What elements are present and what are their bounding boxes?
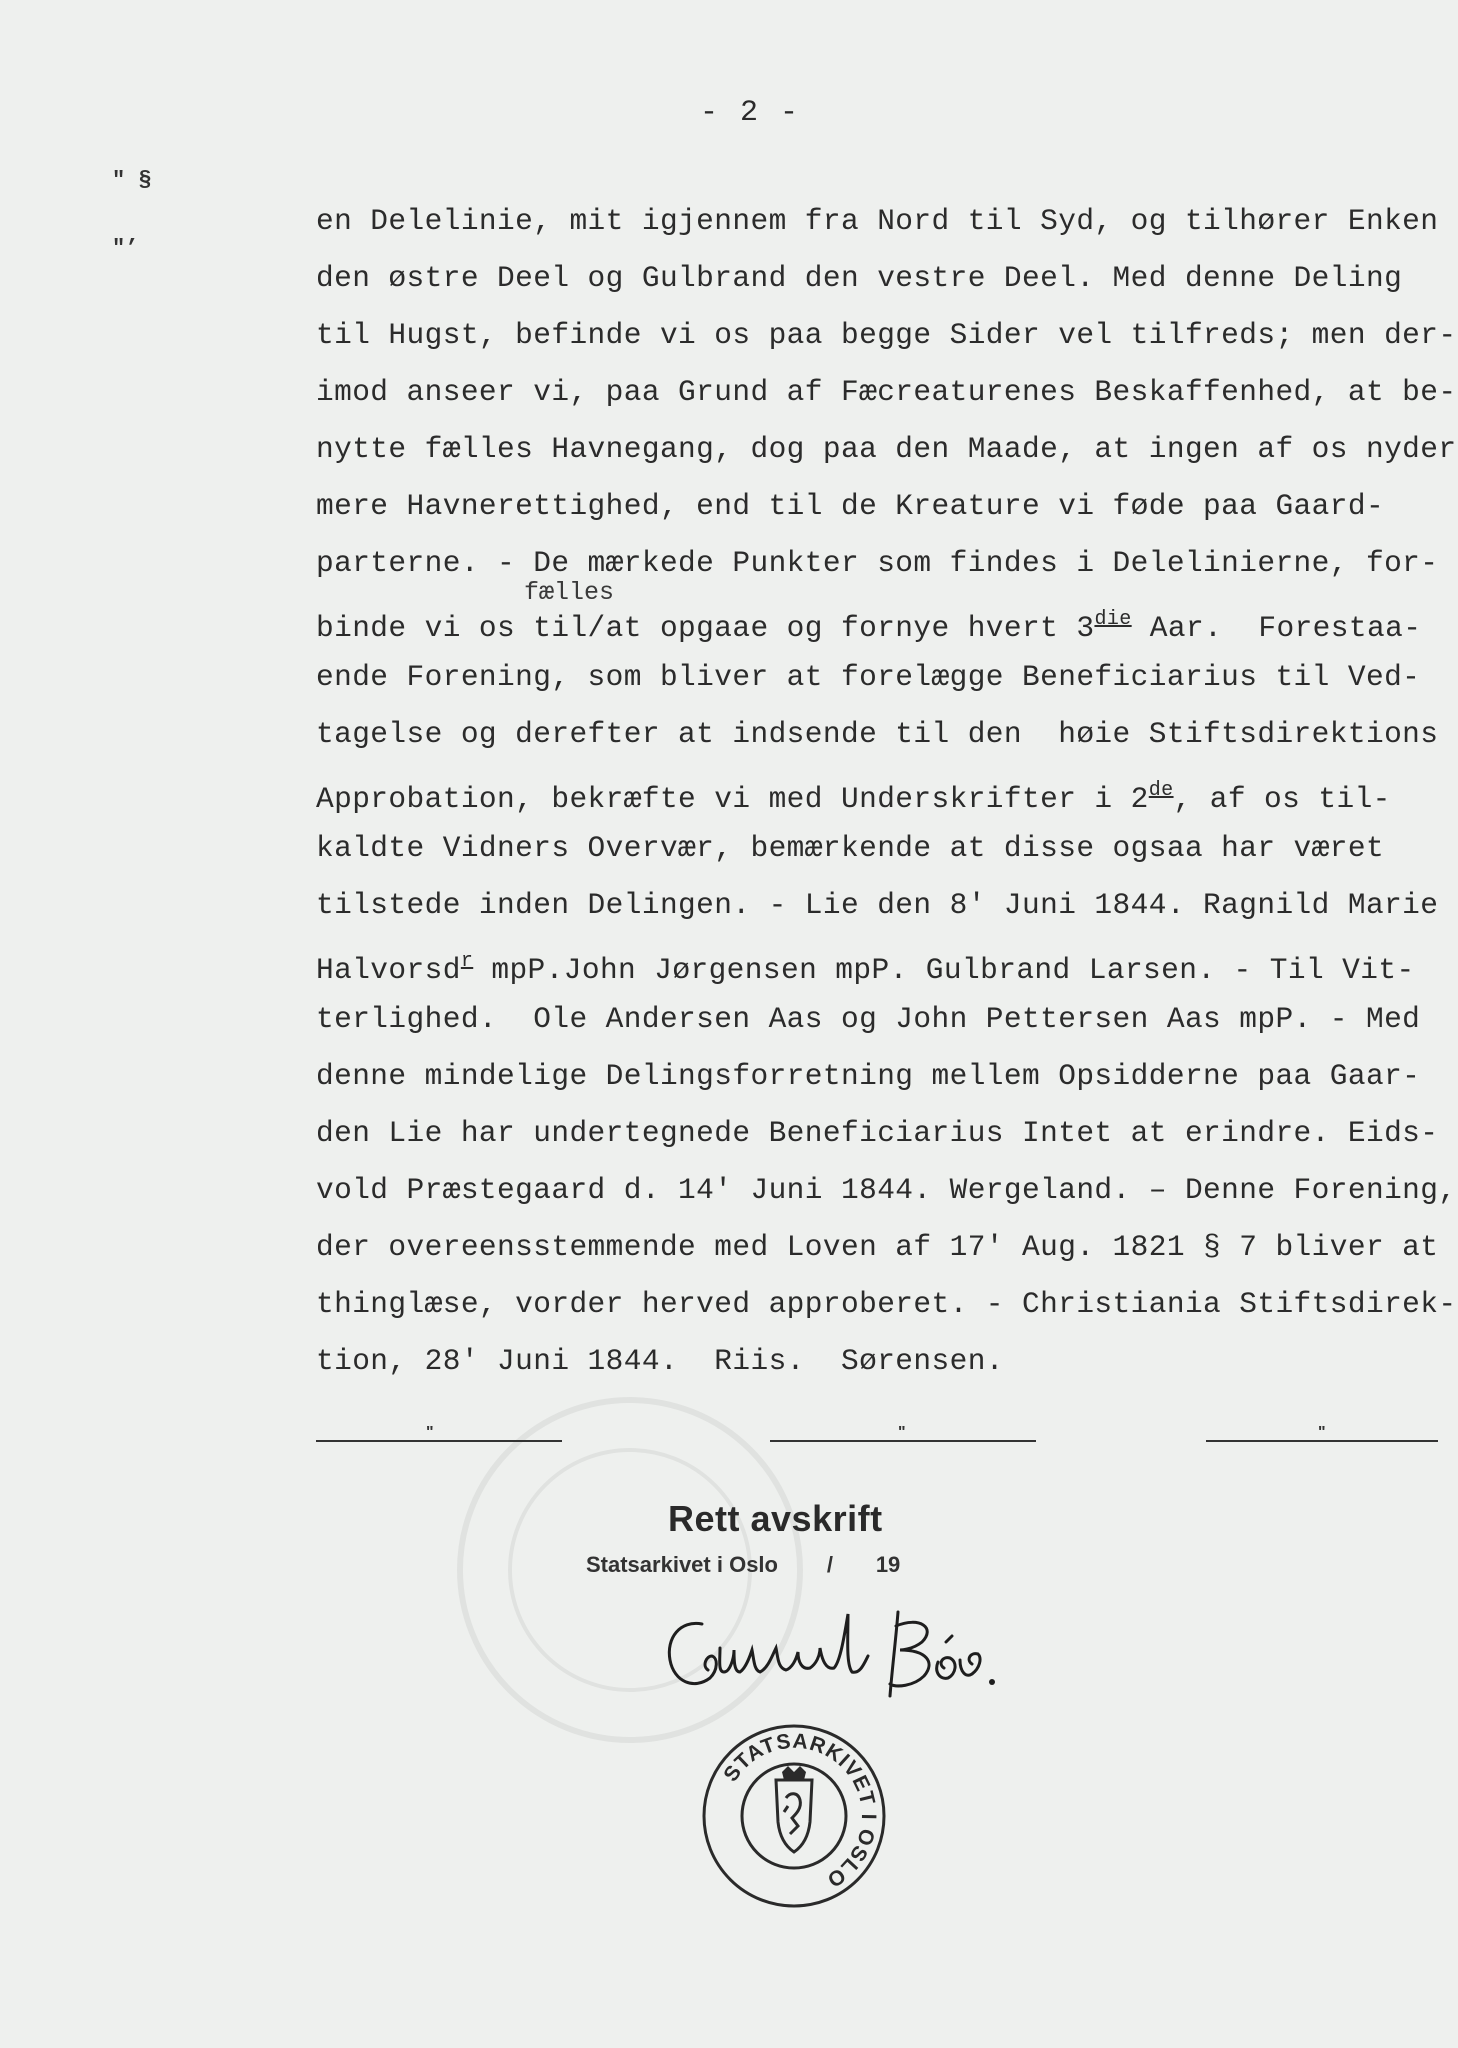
archive-seal-stamp (700, 1722, 888, 1910)
text-line: tion, 28' Juni 1844. Riis. Sørensen. (316, 1344, 1004, 1378)
text-line: binde vi os til/at opgaae og fornye hvert $3^{die}$ Aar. Forestaa- (316, 608, 1422, 645)
svg-text:STATSARKIVET I OSLO: STATSARKIVET I OSLO (719, 1729, 881, 1893)
certification-heading: Rett avskrift (668, 1498, 883, 1539)
margin-mark: "’ (112, 236, 139, 261)
handwritten-signature (660, 1598, 1060, 1718)
text-line: en Delelinie, mit igjennem fra Nord til Syd, og tilhører Enken (316, 204, 1439, 238)
text-line: kaldte Vidners Overvær, bemærkende at disse ogsaa har været (316, 831, 1385, 865)
separator-rules (0, 1424, 1458, 1458)
separator-rule (770, 1424, 1036, 1442)
text-line: mere Havnerettighed, end til de Kreature vi føde paa Gaard- (316, 489, 1385, 523)
text-line: Halvorsd$^r$ mpP.John Jørgensen mpP. Gulbrand Larsen. - Til Vit- (316, 950, 1415, 987)
archive-line: Statsarkivet i Oslo / 19 (586, 1552, 901, 1577)
text-line: den østre Deel og Gulbrand den vestre Deel. Med denne Deling (316, 261, 1403, 295)
text-line: thinglæse, vorder herved approberet. - Christiania Stiftsdirek- (316, 1287, 1457, 1321)
ditto-mark: " (898, 1424, 906, 1441)
text-line: denne mindelige Delingsforretning mellem Opsidderne paa Gaar- (316, 1059, 1421, 1093)
text-line: vold Præstegaard d. 14' Juni 1844. Wergeland. – Denne Forening, (316, 1173, 1457, 1207)
ditto-mark: " (1318, 1424, 1326, 1441)
text-line: den Lie har undertegnede Beneficiarius Intet at erindre. Eids- (316, 1116, 1439, 1150)
separator-rule (1206, 1424, 1438, 1442)
text-line: ende Forening, som bliver at forelægge Beneficiarius til Ved- (316, 660, 1421, 694)
text-line: der overeensstemmende med Loven af 17' Aug. 1821 § 7 bliver at (316, 1230, 1439, 1264)
margin-mark: " § (112, 168, 152, 193)
text-line: parterne. - De mærkede Punkter som findes i Delelinierne, for- (316, 546, 1439, 580)
text-line: Approbation, bekræfte vi med Underskrifter i 2de, af os til- (316, 779, 1391, 816)
ditto-mark: " (426, 1424, 434, 1441)
separator-rule (316, 1424, 562, 1442)
text-line: nytte fælles Havnegang, dog paa den Maade, at ingen af os nyder (316, 432, 1457, 466)
text-line: imod anseer vi, paa Grund af Fæcreaturenes Beskaffenhed, at be- (316, 375, 1457, 409)
page-number: - 2 - (700, 96, 801, 130)
text-line: tilstede inden Delingen. - Lie den 8' Juni 1844. Ragnild Marie (316, 888, 1439, 922)
interlinear-insertion: fælles (524, 578, 615, 607)
text-line: terlighed. Ole Andersen Aas og John Pettersen Aas mpP. - Med (316, 1002, 1421, 1036)
text-line: til Hugst, befinde vi os paa begge Sider vel tilfreds; men der- (316, 318, 1457, 352)
text-line: tagelse og derefter at indsende til den høie Stiftsdirektions (316, 717, 1439, 751)
